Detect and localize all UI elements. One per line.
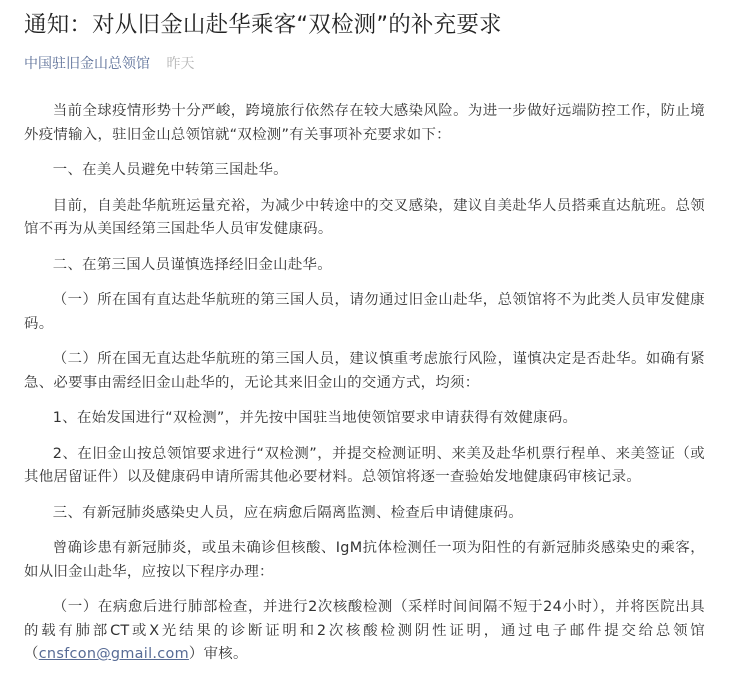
account-name-link[interactable]: 中国驻旧金山总领馆 — [24, 56, 150, 72]
article-title: 通知：对从旧金山赴华乘客“双检测”的补充要求 — [24, 12, 502, 38]
paragraph: （二）所在国无直达赴华航班的第三国人员，建议慎重考虑旅行风险，谨慎决定是否赴华。如确有紧急、必要事由需经旧金山赴华的，无论其来旧金山的交通方式，均须： — [24, 351, 705, 391]
paragraph: 1、在始发国进行“双检测”，并先按中国驻当地使领馆要求申请获得有效健康码。 — [52, 410, 578, 426]
paragraph: 2、在旧金山按总领馆要求进行“双检测”，并提交检测证明、来美及赴华机票行程单、来美签证（或其他居留证件）以及健康码申请所需其他必要材料。总领馆将逐一查验始发地健康码审核记录。 — [24, 445, 705, 485]
section-heading: 三、有新冠肺炎感染史人员，应在病愈后隔离监测、检查后申请健康码。 — [52, 504, 523, 521]
paragraph: 目前，自美赴华航班运量充裕，为减少中转途中的交叉感染，建议自美赴华人员搭乘直达航班。总领馆不再为从美国经第三国赴华人员审发健康码。 — [24, 197, 705, 237]
paragraph: 当前全球疫情形势十分严峻，跨境旅行依然存在较大感染风险。为进一步做好远端防控工作，防止境外疫情输入，驻旧金山总领馆就“双检测”有关事项补充要求如下： — [24, 103, 705, 143]
publish-time: 昨天 — [166, 56, 195, 72]
paragraph-text-after: ）审核。 — [188, 646, 248, 662]
paragraph-with-email — [24, 596, 705, 667]
article-meta — [24, 54, 705, 74]
paragraph-text-before: （一）在病愈后进行肺部检查，并进行2次核酸检测（采样时间间隔不短于24小时），并将医院出具的载有肺部CT或X光结果的诊断证明和2次核酸检测阴性证明，通过电子邮件提交给总领馆（ — [24, 599, 705, 662]
section-heading: 一、在美人员避免中转第三国赴华。 — [52, 162, 288, 178]
paragraph: 曾确诊患有新冠肺炎，或虽未确诊但核酸、IgM抗体检测任一项为阳性的有新冠肺炎感染史的乘客，如从旧金山赴华，应按以下程序办理： — [24, 540, 705, 580]
section-heading: 二、在第三国人员谨慎选择经旧金山赴华。 — [52, 256, 332, 273]
paragraph: （一）所在国有直达赴华航班的第三国人员，请勿通过旧金山赴华，总领馆将不为此类人员审发健康码。 — [24, 292, 705, 332]
article-content — [24, 100, 705, 667]
email-link[interactable]: cnsfcon@gmail.com — [38, 646, 189, 662]
